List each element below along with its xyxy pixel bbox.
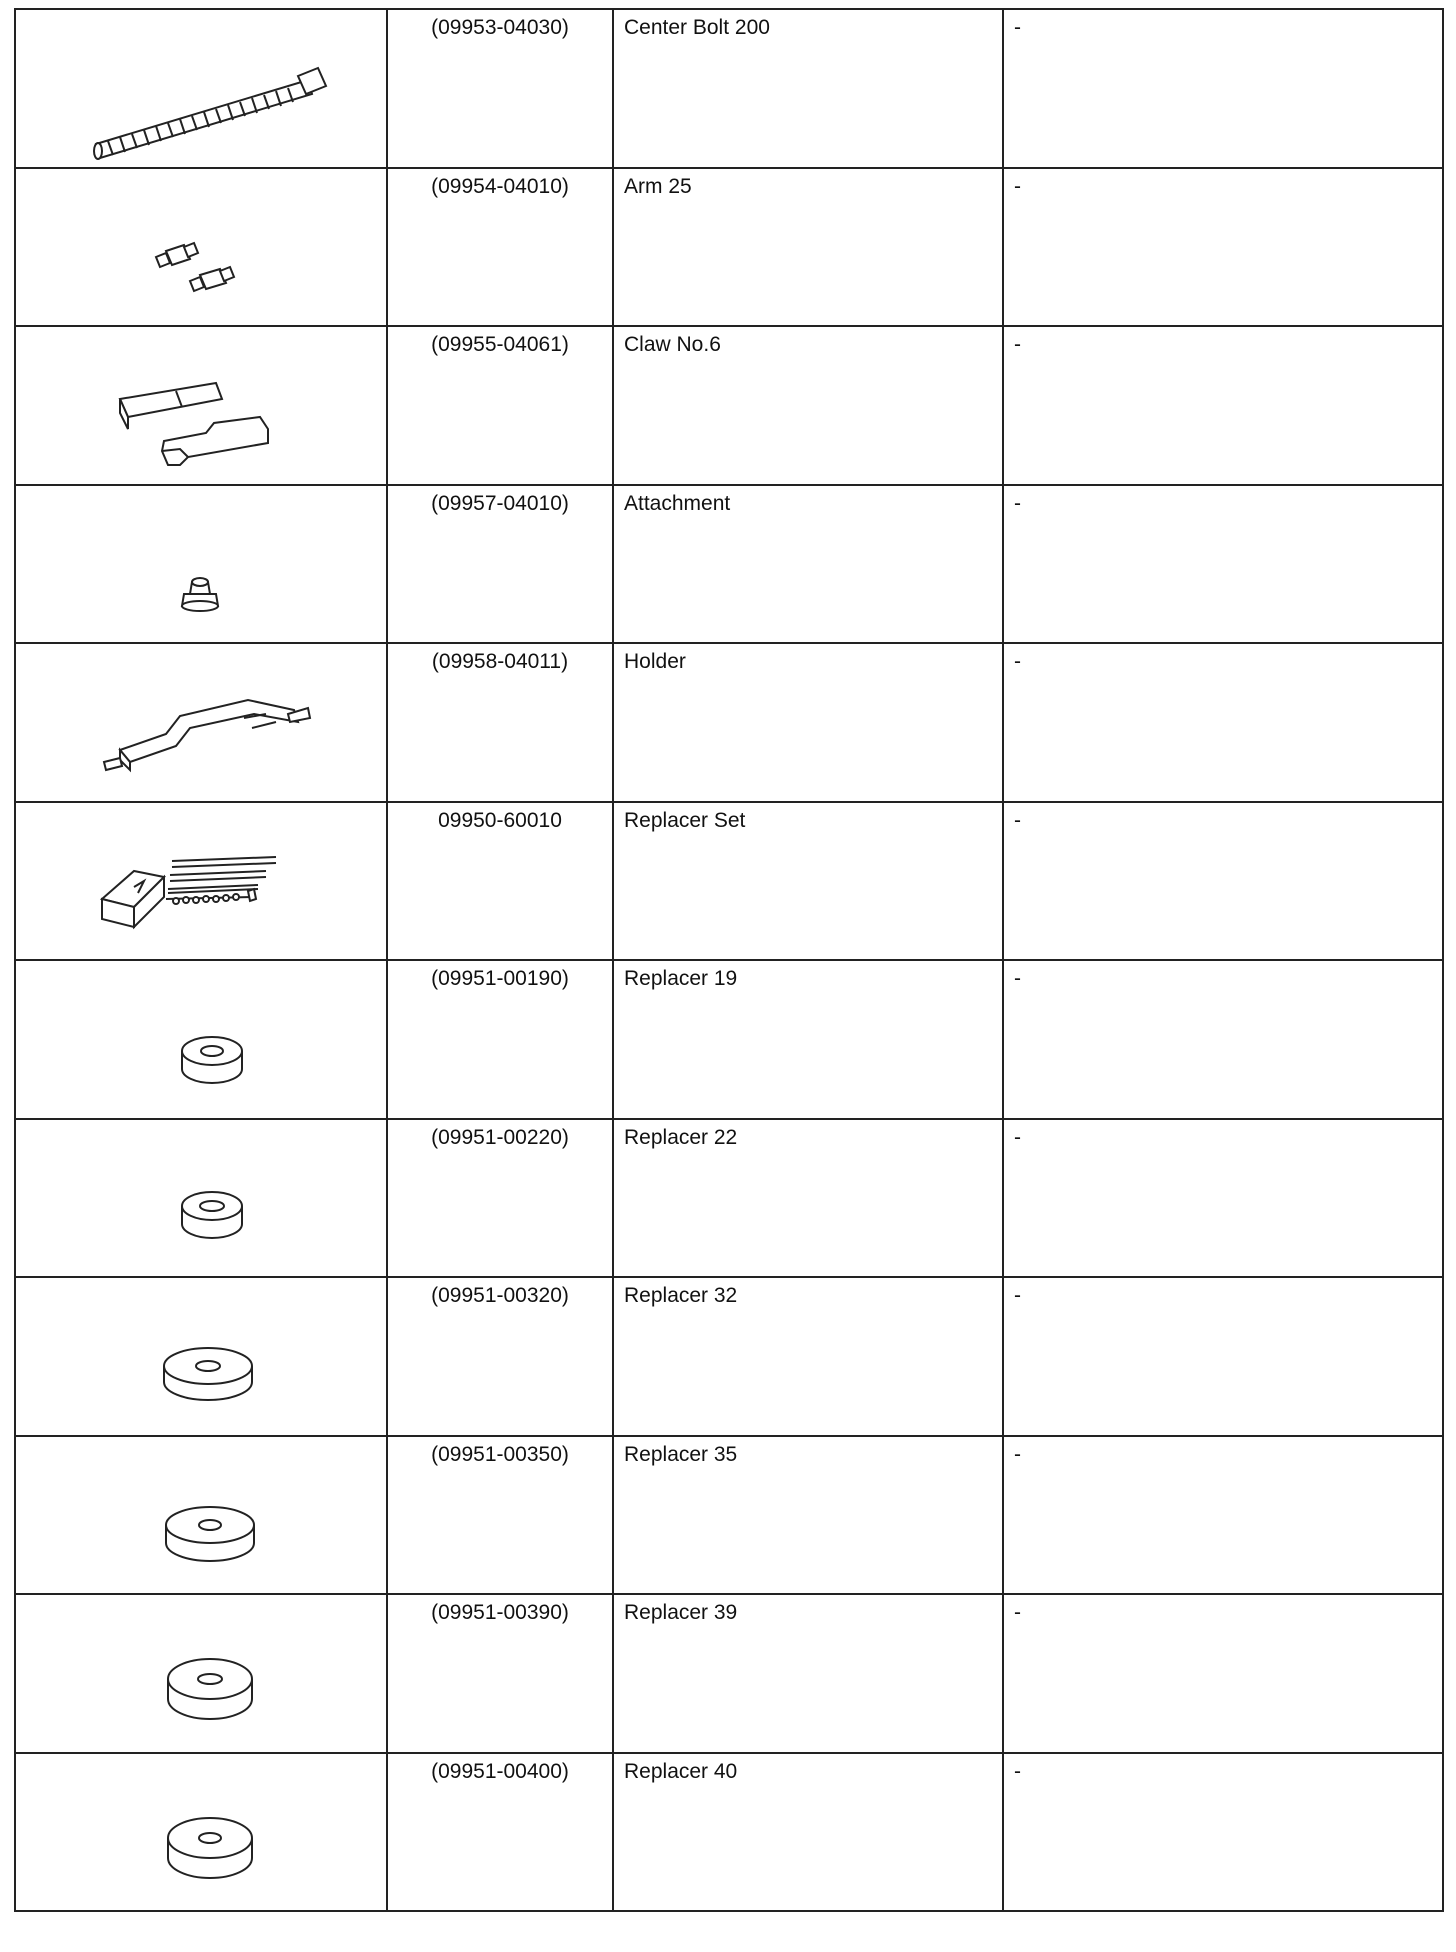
tool-name: Replacer 19 [613, 960, 1003, 1119]
table-row [15, 1436, 1443, 1595]
tool-name: Replacer 35 [613, 1436, 1003, 1595]
replacer-ring-illustration [16, 1595, 384, 1751]
tool-note: - [1003, 1119, 1443, 1278]
tool-name: Center Bolt 200 [613, 9, 1003, 168]
tool-image-cell [15, 9, 387, 168]
center-bolt-illustration [16, 10, 384, 166]
part-number: 09950-60010 [387, 802, 613, 961]
table-row [15, 9, 1443, 168]
tool-image-cell [15, 168, 387, 327]
special-tool-table [14, 8, 1444, 1912]
tool-image-cell [15, 1594, 387, 1753]
part-number: (09957-04010) [387, 485, 613, 644]
tool-note: - [1003, 1753, 1443, 1912]
replacer-ring-illustration [16, 961, 384, 1117]
tool-image-cell [15, 326, 387, 485]
part-number: (09951-00390) [387, 1594, 613, 1753]
tool-name: Replacer Set [613, 802, 1003, 961]
part-number: (09953-04030) [387, 9, 613, 168]
table-row [15, 485, 1443, 644]
part-number: (09955-04061) [387, 326, 613, 485]
arm-illustration [16, 169, 384, 325]
tool-note: - [1003, 168, 1443, 327]
tool-name: Attachment [613, 485, 1003, 644]
part-number: (09954-04010) [387, 168, 613, 327]
tool-note: - [1003, 802, 1443, 961]
tool-name: Replacer 22 [613, 1119, 1003, 1278]
tool-note: - [1003, 326, 1443, 485]
table-row [15, 326, 1443, 485]
tool-name: Replacer 40 [613, 1753, 1003, 1912]
table-row [15, 1119, 1443, 1278]
tool-name: Holder [613, 643, 1003, 802]
tool-image-cell [15, 485, 387, 644]
tool-image-cell [15, 802, 387, 961]
tool-note: - [1003, 9, 1443, 168]
tool-name: Replacer 39 [613, 1594, 1003, 1753]
part-number: (09951-00220) [387, 1119, 613, 1278]
replacer-ring-illustration [16, 1278, 384, 1434]
part-number: (09951-00320) [387, 1277, 613, 1436]
table-row [15, 960, 1443, 1119]
table-row [15, 1594, 1443, 1753]
replacer-ring-illustration [16, 1120, 384, 1276]
claw-illustration [16, 327, 384, 483]
table-row [15, 643, 1443, 802]
replacer-ring-illustration [16, 1754, 384, 1910]
tool-name: Replacer 32 [613, 1277, 1003, 1436]
table-row [15, 1277, 1443, 1436]
tool-note: - [1003, 960, 1443, 1119]
part-number: (09958-04011) [387, 643, 613, 802]
tool-name: Claw No.6 [613, 326, 1003, 485]
tool-note: - [1003, 1436, 1443, 1595]
replacer-ring-illustration [16, 1437, 384, 1593]
attachment-illustration [16, 486, 384, 642]
tool-image-cell [15, 1436, 387, 1595]
tool-note: - [1003, 1277, 1443, 1436]
tool-note: - [1003, 1594, 1443, 1753]
tool-image-cell [15, 1753, 387, 1912]
tool-image-cell [15, 1119, 387, 1278]
part-number: (09951-00400) [387, 1753, 613, 1912]
tool-image-cell [15, 1277, 387, 1436]
holder-illustration [16, 644, 384, 800]
replacer-set-illustration [16, 803, 384, 959]
tool-note: - [1003, 485, 1443, 644]
tool-image-cell [15, 643, 387, 802]
part-number: (09951-00350) [387, 1436, 613, 1595]
table-row [15, 802, 1443, 961]
table-row [15, 168, 1443, 327]
table-row [15, 1753, 1443, 1912]
part-number: (09951-00190) [387, 960, 613, 1119]
tool-name: Arm 25 [613, 168, 1003, 327]
tool-note: - [1003, 643, 1443, 802]
tool-image-cell [15, 960, 387, 1119]
